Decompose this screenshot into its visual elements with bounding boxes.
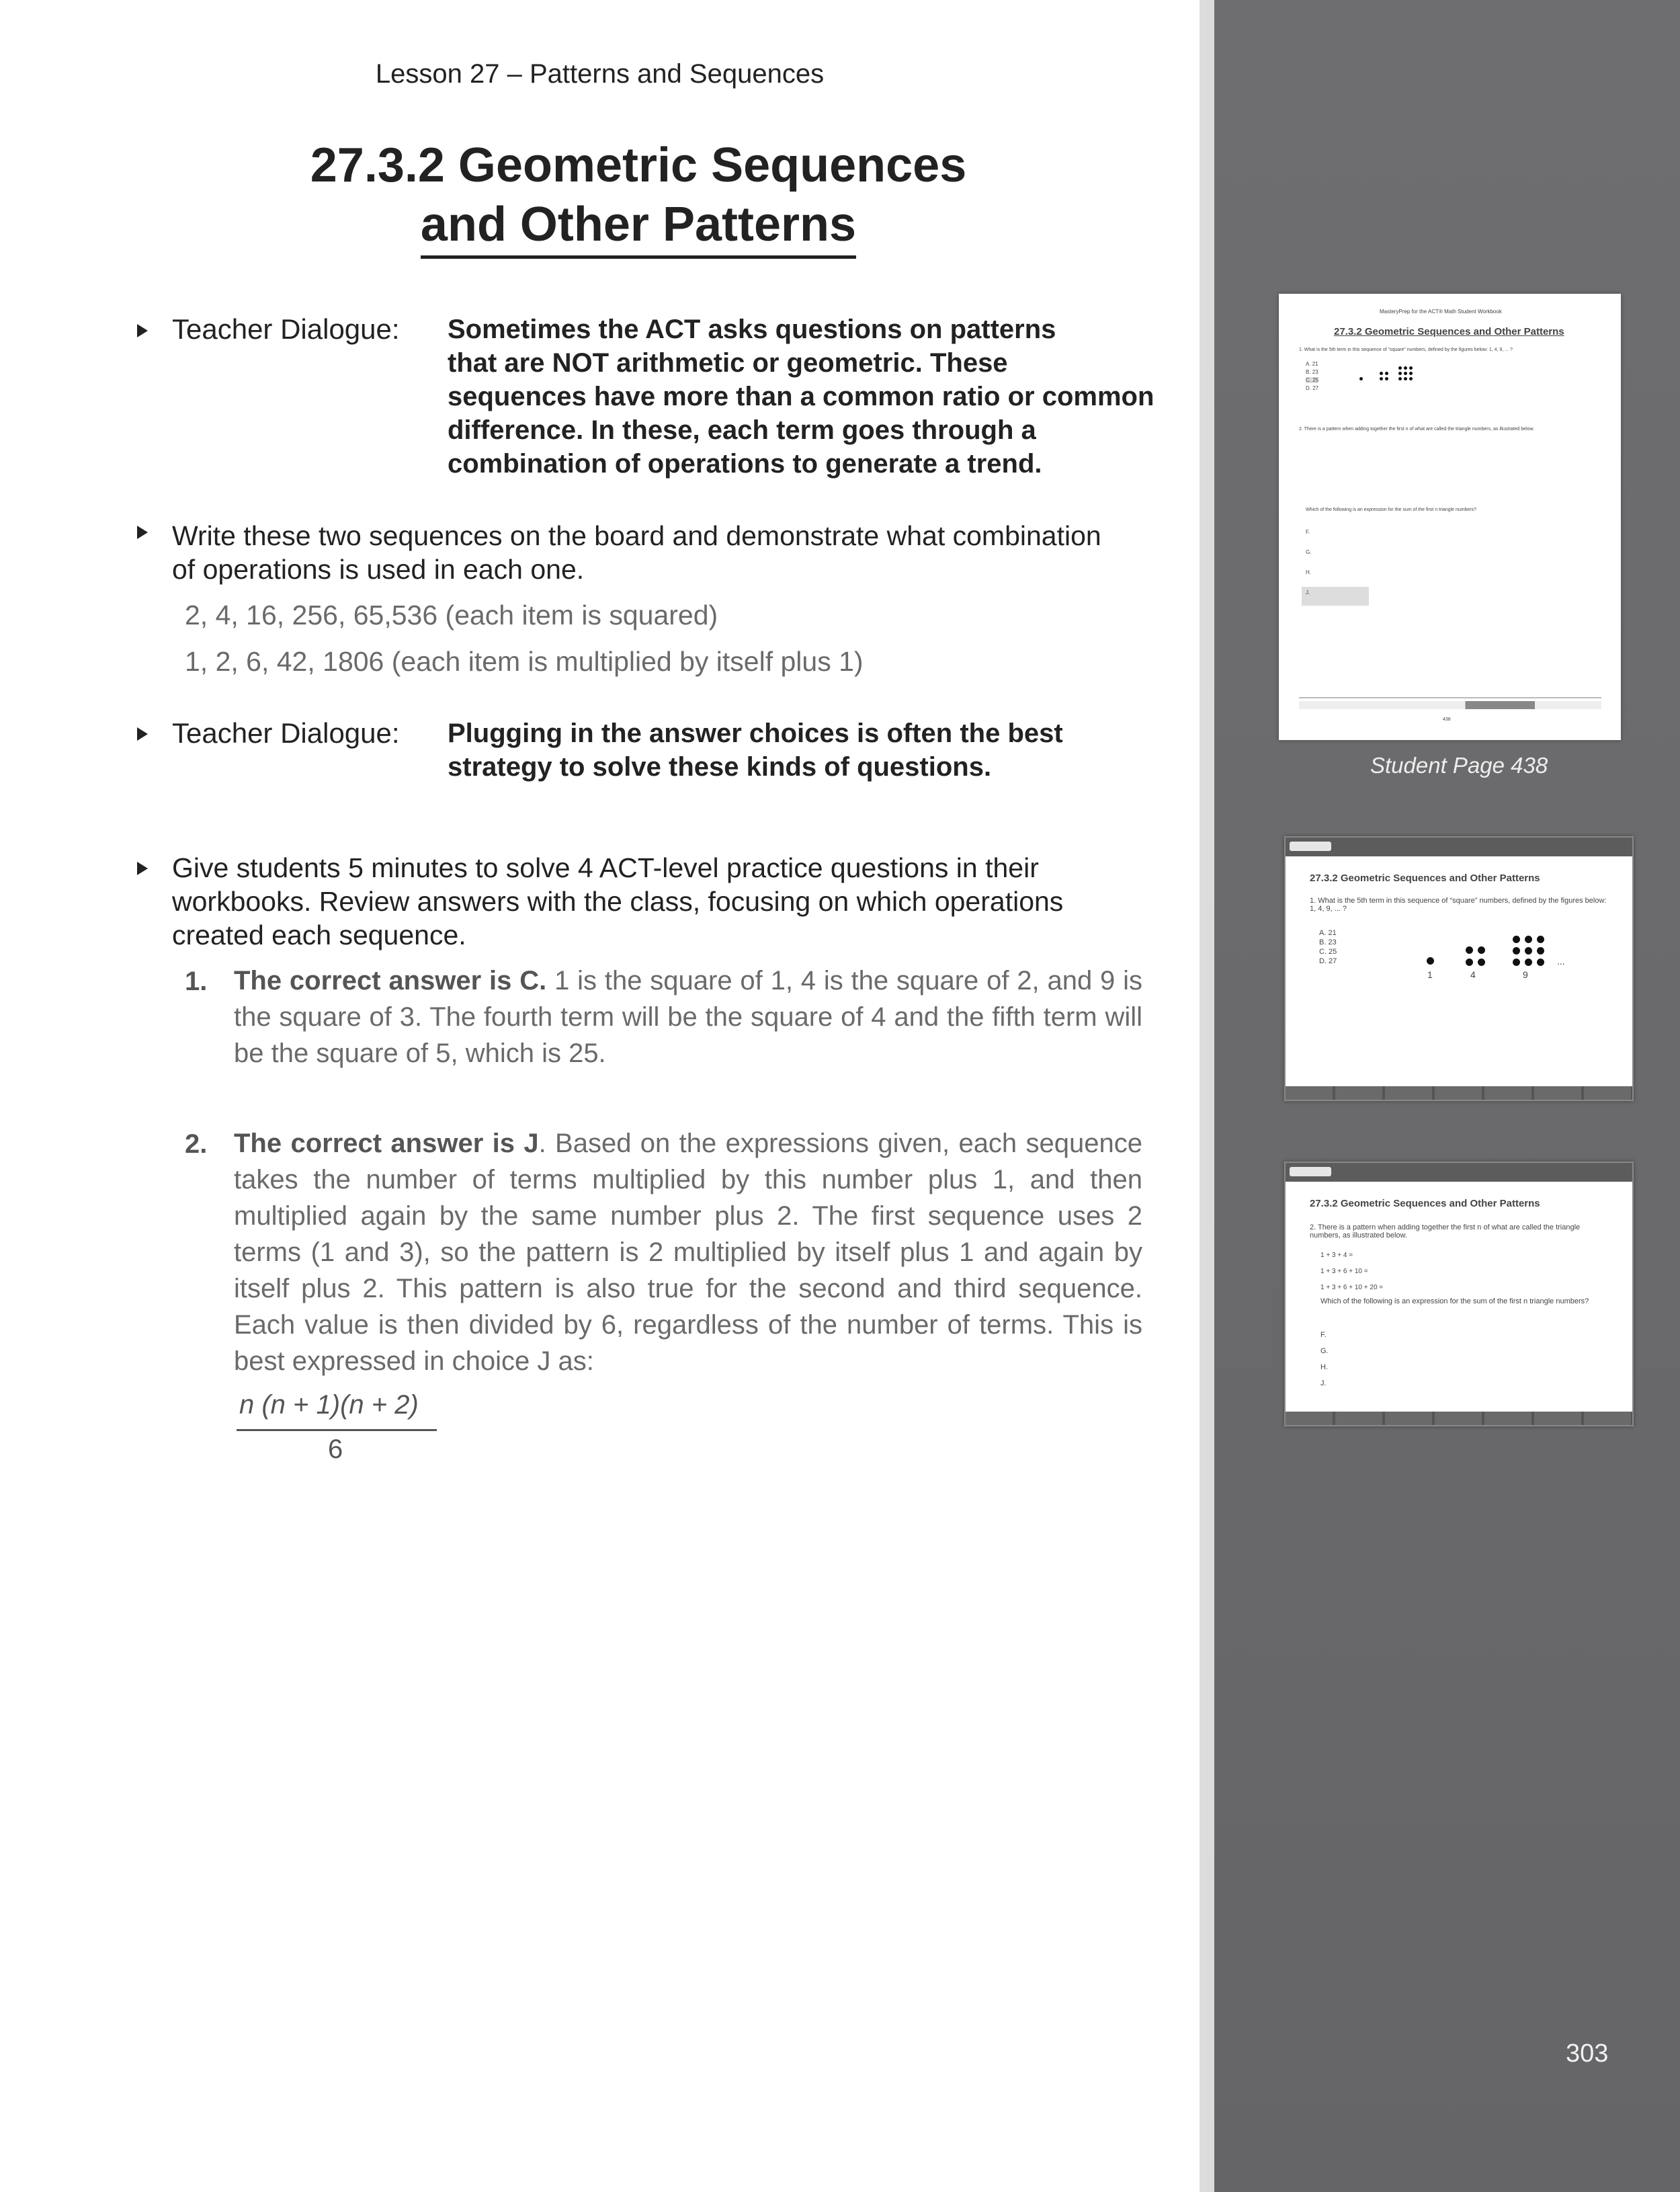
dot-label: 1 bbox=[1427, 969, 1433, 980]
dialogue-line: difference. In these, each term goes through a bbox=[448, 415, 1036, 445]
dialogue-label: Teacher Dialogue: bbox=[172, 717, 400, 749]
dialogue-label: Teacher Dialogue: bbox=[172, 313, 400, 345]
fraction-bar bbox=[237, 1429, 437, 1431]
thumb-option: F. bbox=[1306, 529, 1310, 535]
square-dot bbox=[1404, 377, 1407, 380]
logo-icon bbox=[1290, 1167, 1331, 1176]
slide-thumbnail-2 bbox=[1284, 1162, 1634, 1426]
square-dot bbox=[1385, 372, 1388, 375]
thumb-choice: B. 23 bbox=[1306, 369, 1318, 375]
thumb-page-number: 438 bbox=[1443, 717, 1451, 722]
slide-top-bar bbox=[1286, 838, 1632, 856]
square-dot bbox=[1478, 946, 1485, 954]
slide-thumbnail-1 bbox=[1284, 836, 1634, 1101]
slide-equation: 1 + 3 + 6 + 10 + 20 = bbox=[1320, 1284, 1384, 1291]
square-dot bbox=[1409, 372, 1413, 375]
slide-choice: D. 27 bbox=[1319, 957, 1337, 965]
thumb-header: MasteryPrep for the ACT® Math Student Workbook bbox=[1380, 309, 1502, 315]
practice-line: workbooks. Review answers with the class, focusing on which operations bbox=[172, 886, 1064, 917]
thumb-choice: C. 25 bbox=[1306, 377, 1319, 383]
square-dot bbox=[1409, 366, 1413, 370]
dialogue-line: Sometimes the ACT asks questions on patterns bbox=[448, 315, 1056, 344]
slide-option: F. bbox=[1320, 1331, 1327, 1339]
thumb-choice: A. 21 bbox=[1306, 361, 1318, 367]
dialogue-line: combination of operations to generate a trend. bbox=[448, 449, 1042, 479]
thumb-option: H. bbox=[1306, 569, 1311, 575]
sequence-example-2: 1, 2, 6, 42, 1806 (each item is multiplied by itself plus 1) bbox=[185, 646, 864, 677]
bullet-arrow-icon bbox=[137, 526, 148, 539]
student-page-caption: Student Page 438 bbox=[1370, 753, 1548, 778]
slide-nav-bar bbox=[1286, 1086, 1632, 1100]
slide-title: 27.3.2 Geometric Sequences and Other Patterns bbox=[1310, 1198, 1540, 1209]
square-dot bbox=[1427, 957, 1434, 965]
slide-equation: 1 + 3 + 4 = bbox=[1320, 1252, 1353, 1259]
square-dot bbox=[1466, 959, 1473, 966]
answer-number: 1. bbox=[185, 967, 208, 996]
answer-number: 2. bbox=[185, 1129, 208, 1159]
instruction-line: of operations is used in each one. bbox=[172, 554, 585, 585]
slide-equation: 1 + 3 + 6 + 10 = bbox=[1320, 1268, 1368, 1275]
dot-label: 4 bbox=[1470, 969, 1476, 980]
square-dot bbox=[1513, 936, 1520, 943]
bullet-arrow-icon bbox=[137, 727, 148, 741]
square-dot bbox=[1404, 366, 1407, 370]
thumb-question: 2. There is a pattern when adding together the first n of what are called the triangle numbers, as illustrated below. bbox=[1299, 427, 1535, 432]
formula-denominator: 6 bbox=[328, 1434, 343, 1464]
logo-icon bbox=[1290, 842, 1331, 851]
slide-question: 1. What is the 5th term in this sequence of “square” numbers, defined by the figures below: 1, 4, 9, ... ? bbox=[1310, 897, 1607, 913]
square-dot bbox=[1380, 372, 1383, 375]
dialogue-line: Plugging in the answer choices is often the best bbox=[448, 719, 1063, 748]
sidebar bbox=[1200, 0, 1680, 2192]
dialogue-line: that are NOT arithmetic or geometric. These bbox=[448, 348, 1008, 378]
bullet-arrow-icon bbox=[137, 324, 148, 337]
page-title-line2: and Other Patterns bbox=[0, 197, 1277, 252]
lesson-header: Lesson 27 – Patterns and Sequences bbox=[375, 59, 825, 89]
square-dot bbox=[1380, 377, 1383, 380]
slide-option: H. bbox=[1320, 1363, 1328, 1371]
square-dot bbox=[1466, 946, 1473, 954]
answer-1: The correct answer is C. 1 is the square of 1, 4 is the square of 2, and 9 is the square of 3. The fourth term will be the square of 4 and the fifth term will be the square of 5, which is 25. bbox=[234, 966, 1143, 1068]
formula-numerator: n (n + 1)(n + 2) bbox=[239, 1390, 419, 1420]
practice-line: created each sequence. bbox=[172, 920, 466, 950]
square-dot bbox=[1525, 947, 1532, 955]
practice-line: Give students 5 minutes to solve 4 ACT-level practice questions in their bbox=[172, 852, 1039, 883]
answer-2: The correct answer is J. Based on the expressions given, each sequence takes the number of terms multiplied by this number plus 1, and then multiplied again by the same number plus 2. The first sequence uses 2 terms (1 and 3), so the pattern is 2 multiplied by itself plus 1 and again by itself plus 2. This pattern is also true for the second and third sequence. Each value is then divided by 6, regardless of the number of terms. This is best expressed in choice J as: bbox=[234, 1129, 1143, 1376]
student-page-thumbnail bbox=[1279, 294, 1621, 740]
thumb-option: G. bbox=[1306, 549, 1312, 555]
square-dot bbox=[1359, 377, 1363, 380]
slide-question: Which of the following is an expression for the sum of the first n triangle numbers? bbox=[1320, 1297, 1589, 1305]
slide-top-bar bbox=[1286, 1163, 1632, 1182]
square-dot bbox=[1398, 377, 1402, 380]
square-dot bbox=[1385, 377, 1388, 380]
square-dot bbox=[1398, 366, 1402, 370]
square-dot bbox=[1404, 372, 1407, 375]
slide-question: 2. There is a pattern when adding together the first n of what are called the triangle numbers, as illustrated below. bbox=[1310, 1223, 1581, 1240]
thumb-question: Which of the following is an expression for the sum of the first n triangle numbers? bbox=[1306, 508, 1477, 512]
slide-choice: C. 25 bbox=[1319, 948, 1337, 956]
slide-option: G. bbox=[1320, 1347, 1329, 1355]
square-dot bbox=[1537, 947, 1544, 955]
square-dot bbox=[1513, 959, 1520, 966]
slide-nav-bar bbox=[1286, 1412, 1632, 1425]
square-dot bbox=[1537, 936, 1544, 943]
thumb-title: 27.3.2 Geometric Sequences and Other Patterns bbox=[1334, 326, 1564, 337]
sequence-example-1: 2, 4, 16, 256, 65,536 (each item is squared) bbox=[185, 600, 718, 631]
dialogue-line: sequences have more than a common ratio or common bbox=[448, 382, 1154, 411]
square-dot bbox=[1409, 377, 1413, 380]
thumb-nav-rule bbox=[1299, 697, 1601, 698]
square-dot bbox=[1398, 372, 1402, 375]
thumb-highlight bbox=[1302, 587, 1369, 606]
thumb-question: 1. What is the 5th term in this sequence of “square” numbers, defined by the figures below: 1, 4, 9, ... ? bbox=[1299, 348, 1513, 352]
thumb-option: J. bbox=[1306, 590, 1310, 596]
page-number: 303 bbox=[1566, 2039, 1609, 2068]
instruction-line: Write these two sequences on the board and demonstrate what combination bbox=[172, 520, 1101, 551]
square-dot bbox=[1478, 959, 1485, 966]
square-dot bbox=[1537, 959, 1544, 966]
bullet-arrow-icon bbox=[137, 862, 148, 875]
thumb-nav-bar bbox=[1299, 701, 1601, 709]
square-dot bbox=[1513, 947, 1520, 955]
slide-choice: A. 21 bbox=[1319, 929, 1337, 937]
slide-option: J. bbox=[1320, 1379, 1327, 1387]
square-dot bbox=[1525, 959, 1532, 966]
slide-title: 27.3.2 Geometric Sequences and Other Patterns bbox=[1310, 872, 1540, 884]
page-title-line1: 27.3.2 Geometric Sequences bbox=[310, 138, 967, 192]
dot-label: ... bbox=[1557, 956, 1565, 967]
slide-choice: B. 23 bbox=[1319, 938, 1337, 946]
thumb-choice: D. 27 bbox=[1306, 385, 1319, 391]
dot-label: 9 bbox=[1523, 969, 1528, 980]
square-dot bbox=[1525, 936, 1532, 943]
dialogue-line: strategy to solve these kinds of questions. bbox=[448, 752, 992, 782]
